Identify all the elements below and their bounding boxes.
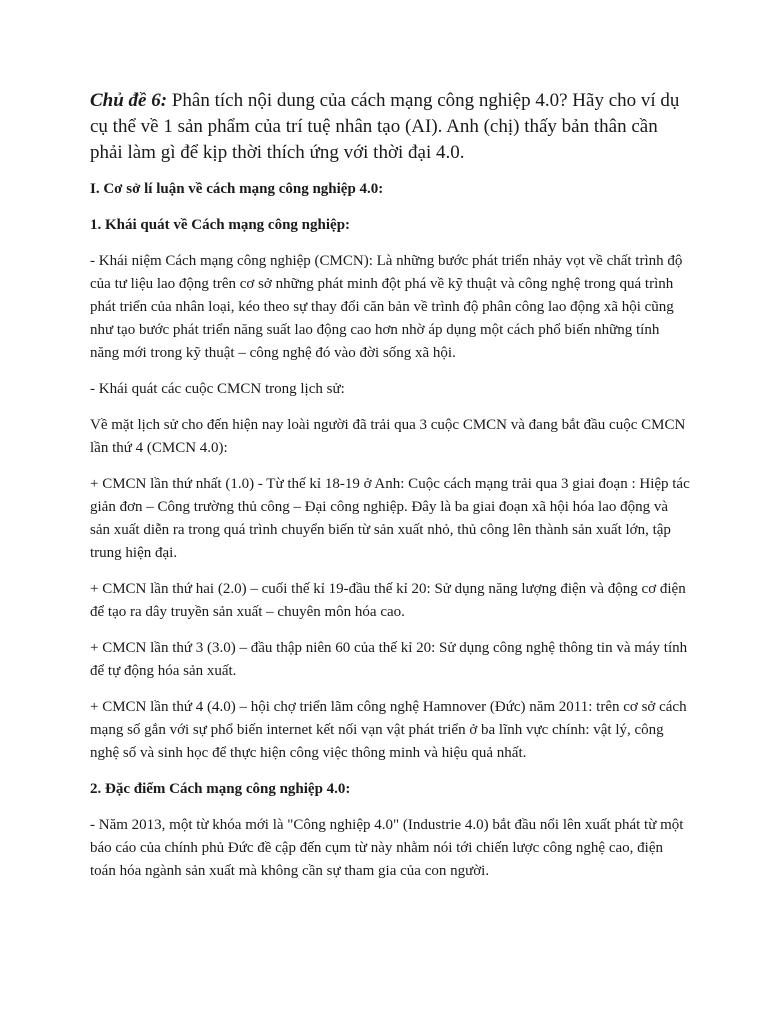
topic-text: Phân tích nội dung của cách mạng công nghiệp 4.0? Hãy cho ví dụ cụ thể về 1 sản phẩm của trí tuệ nhân tạo (AI). Anh (chị) thấy bản thân cần phải làm gì để kịp thời thích ứng với thời đại 4.0. bbox=[90, 90, 680, 163]
subsection-heading: 2. Đặc điểm Cách mạng công nghiệp 4.0: bbox=[90, 781, 351, 797]
document-page bbox=[90, 88, 690, 896]
topic-label: Chủ đề 6: bbox=[90, 90, 168, 111]
paragraph: - Khái niệm Cách mạng công nghiệp (CMCN): Là những bước phát triển nhảy vọt về chất trình độ của tư liệu lao động trên cơ sở những phát minh đột phá về kỹ thuật và công nghệ trong quá trình phát triển của nhân loại, kéo theo sự thay đổi căn bản về trình độ phân công lao động xã hội cũng như tạo bước phát triển năng suất lao động cao hơn nhờ áp dụng một cách phổ biến những tính năng mới trong kỹ thuật – công nghệ đó vào đời sống xã hội. bbox=[90, 253, 683, 361]
paragraph: - Năm 2013, một từ khóa mới là "Công nghiệp 4.0" (Industrie 4.0) bắt đầu nổi lên xuất phát từ một báo cáo của chính phủ Đức đề cập đến cụm từ này nhằm nói tới chiến lược công nghệ cao, điện toán hóa ngành sản xuất mà không cần sự tham gia của con người. bbox=[90, 817, 684, 879]
paragraph: - Khái quát các cuộc CMCN trong lịch sử: bbox=[90, 381, 345, 397]
paragraph: + CMCN lần thứ 3 (3.0) – đầu thập niên 60 của thế kỉ 20: Sử dụng công nghệ thông tin và máy tính để tự động hóa sản xuất. bbox=[90, 640, 688, 679]
paragraph: Về mặt lịch sử cho đến hiện nay loài người đã trải qua 3 cuộc CMCN và đang bắt đầu cuộc CMCN lần thứ 4 (CMCN 4.0): bbox=[90, 417, 686, 456]
section-heading: I. Cơ sở lí luận về cách mạng công nghiệp 4.0: bbox=[90, 181, 384, 197]
subsection-heading: 1. Khái quát về Cách mạng công nghiệp: bbox=[90, 217, 351, 233]
paragraph: + CMCN lần thứ hai (2.0) – cuối thế kỉ 19-đầu thế kỉ 20: Sử dụng năng lượng điện và động cơ điện để tạo ra dây truyền sản xuất – chuyên môn hóa cao. bbox=[90, 581, 686, 620]
paragraph: + CMCN lần thứ 4 (4.0) – hội chợ triển lãm công nghệ Hamnover (Đức) năm 2011: trên cơ sở cách mạng số gắn với sự phổ biến internet kết nối vạn vật phát triển ở ba lĩnh vực chính: vật lý, công nghệ số và sinh học để thực hiện công việc thông minh và hiệu quả nhất. bbox=[90, 699, 687, 761]
paragraph: + CMCN lần thứ nhất (1.0) - Từ thế kỉ 18-19 ở Anh: Cuộc cách mạng trải qua 3 giai đoạn : Hiệp tác giản đơn – Công trường thủ công – Đại công nghiệp. Đây là ba giai đoạn xã hội hóa lao động và sản xuất diễn ra trong quá trình chuyển biến từ sản xuất nhỏ, thủ công lên thành sản xuất lớn, tập trung hiện đại. bbox=[90, 476, 690, 561]
topic-question bbox=[90, 88, 690, 166]
